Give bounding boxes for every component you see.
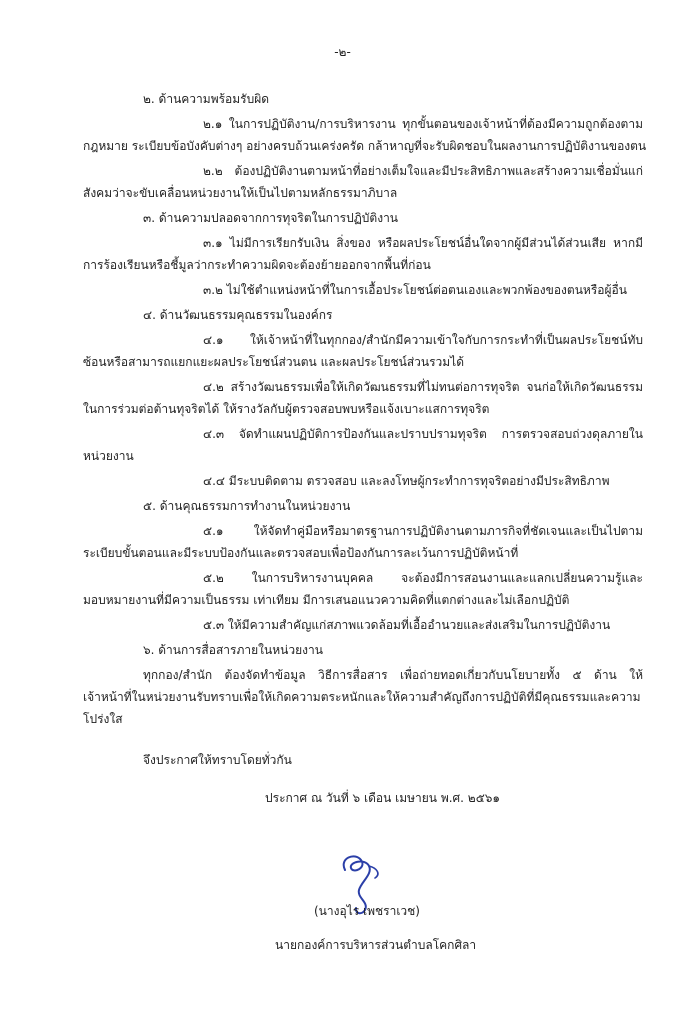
para-5-3: ๕.๓ ให้มีความสำคัญแก่สภาพแวดล้อมที่เอื้ออำนวยและส่งเสริมในการปฏิบัติงาน: [203, 618, 611, 632]
para-3-1-line-2: การร้องเรียนหรือชี้มูลว่ากระทำความผิดจะต้องย้ายออกจากพื้นที่ก่อน: [83, 258, 431, 272]
para-3-1-line-1: ๓.๑ ไม่มีการเรียกรับเงิน สิ่งของ หรือผลประโยชน์อื่นใดจากผู้มีส่วนได้ส่วนเสีย หากมี: [203, 236, 643, 250]
para-4-1-line-2: ซ้อนหรือสามารถแยกแยะผลประโยชน์ส่วนตน และผลประโยชน์ส่วนรวมได้: [83, 355, 465, 369]
para-2-2-line-1: ๒.๒ ต้องปฏิบัติงานตามหน้าที่อย่างเต็มใจและมีประสิทธิภาพและสร้างความเชื่อมั่นแก่: [203, 164, 643, 178]
section-6-heading: ๖. ด้านการสื่อสารภายในหน่วยงาน: [143, 643, 323, 657]
para-4-4: ๔.๔ มีระบบติดตาม ตรวจสอบ และลงโทษผู้กระทำการทุจริตอย่างมีประสิทธิภาพ: [203, 474, 610, 488]
page-number: -๒-: [334, 45, 351, 59]
para-3-2: ๓.๒ ไม่ใช้ตำแหน่งหน้าที่ในการเอื้อประโยชน์ต่อตนเองและพวกพ้องของตนหรือผู้อื่น: [203, 283, 627, 297]
para-6-line-1: ทุกกอง/สำนัก ต้องจัดทำข้อมูล วิธีการสื่อสาร เพื่อถ่ายทอดเกี่ยวกับนโยบายทั้ง ๕ ด้าน ให้: [143, 668, 643, 682]
para-5-2-line-1: ๕.๒ ในการบริหารงานบุคคล จะต้องมีการสอนงานและแลกเปลี่ยนความรู้และ: [203, 571, 643, 585]
para-6-line-3: โปร่งใส: [83, 712, 123, 726]
section-2-heading: ๒. ด้านความพร้อมรับผิด: [143, 92, 270, 106]
para-6-line-2: เจ้าหน้าที่ในหน่วยงานรับทราบเพื่อให้เกิดความตระหนักและให้ความสำคัญถึงการปฏิบัติที่มีคุณธรรมและความ: [83, 690, 641, 704]
signatory-position: นายกองค์การบริหารส่วนตำบลโคกศิลา: [275, 938, 477, 952]
para-4-2-line-1: ๔.๒ สร้างวัฒนธรรมเพื่อให้เกิดวัฒนธรรมที่ไม่ทนต่อการทุจริต จนก่อให้เกิดวัฒนธรรม: [203, 380, 643, 394]
para-2-2-line-2: สังคมว่าจะขับเคลื่อนหน่วยงานให้เป็นไปตามหลักธรรมาภิบาล: [83, 186, 398, 200]
para-4-1-line-1: ๔.๑ ให้เจ้าหน้าที่ในทุกกอง/สำนักมีความเข้าใจกับการกระทำที่เป็นผลประโยชน์ทับ: [203, 333, 643, 347]
announcement-date: ประกาศ ณ วันที่ ๖ เดือน เมษายน พ.ศ. ๒๕๖๑: [265, 791, 501, 805]
para-4-3-line-2: หน่วยงาน: [83, 449, 134, 463]
para-5-1-line-1: ๕.๑ ให้จัดทำคู่มือหรือมาตรฐานการปฏิบัติงานตามภารกิจที่ชัดเจนและเป็นไปตาม: [203, 524, 643, 538]
section-4-heading: ๔. ด้านวัฒนธรรมคุณธรรมในองค์กร: [143, 308, 333, 322]
para-2-1-line-1: ๒.๑ ในการปฏิบัติงาน/การบริหารงาน ทุกขั้นตอนของเจ้าหน้าที่ต้องมีความถูกต้องตาม: [203, 117, 643, 131]
para-5-2-line-2: มอบหมายงานที่มีความเป็นธรรม เท่าเทียม มีการเสนอแนวความคิดที่แตกต่างและไม่เลือกปฏิบัติ: [83, 593, 570, 607]
para-4-3-line-1: ๔.๓ จัดทำแผนปฏิบัติการป้องกันและปราบปรามทุจริต การตรวจสอบถ่วงดุลภายใน: [203, 427, 643, 441]
signatory-name: (นางอุไร เพชราเวช): [314, 904, 420, 918]
section-5-heading: ๕. ด้านคุณธรรมการทำงานในหน่วยงาน: [143, 499, 351, 513]
announcement-closing: จึงประกาศให้ทราบโดยทั่วกัน: [143, 753, 292, 767]
para-2-1-line-2: กฎหมาย ระเบียบข้อบังคับต่างๆ อย่างครบถ้วนเคร่งครัด กล้าหาญที่จะรับผิดชอบในผลงานการปฏิบัติงานของตน: [83, 139, 647, 153]
section-3-heading: ๓. ด้านความปลอดจากการทุจริตในการปฏิบัติงาน: [143, 211, 399, 225]
para-5-1-line-2: ระเบียบขั้นตอนและมีระบบป้องกันและตรวจสอบเพื่อป้องกันการละเว้นการปฏิบัติหน้าที่: [83, 546, 519, 560]
para-4-2-line-2: ในการร่วมต่อต้านทุจริตได้ ให้รางวัลกับผู้ตรวจสอบพบหรือแจ้งเบาะแสการทุจริต: [83, 402, 490, 416]
